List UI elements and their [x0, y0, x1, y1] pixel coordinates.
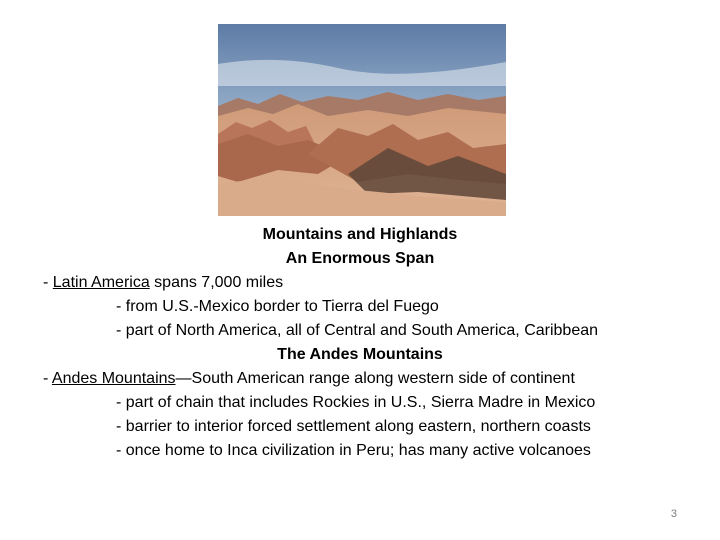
sub-bullet-border-to-fuego: - from U.S.-Mexico border to Tierra del Fuego — [116, 298, 439, 315]
sub-bullet-regions: - part of North America, all of Central and South America, Caribbean — [116, 322, 599, 339]
heading-mountains-and-highlands: Mountains and Highlands — [262, 226, 458, 243]
bullet-dash: - — [43, 370, 52, 387]
desert-landscape-photo — [218, 24, 506, 216]
bullet-text: —South American range along western side of continent — [175, 370, 575, 387]
page-number: 3 — [670, 508, 677, 520]
andes-mountains-link[interactable]: Andes Mountains — [51, 370, 176, 387]
bullet-dash: - — [43, 274, 53, 291]
bullet-text: spans 7,000 miles — [149, 274, 284, 291]
heading-an-enormous-span: An Enormous Span — [285, 250, 435, 267]
desert-landscape-illustration — [218, 24, 506, 216]
latin-america-link[interactable]: Latin America — [52, 274, 150, 291]
heading-the-andes-mountains: The Andes Mountains — [277, 346, 443, 363]
sub-bullet-barrier: - barrier to interior forced settlement along eastern, northern coasts — [116, 418, 591, 435]
bullet-andes-mountains — [43, 367, 575, 391]
bullet-latin-america — [43, 271, 283, 295]
sub-bullet-rockies-chain: - part of chain that includes Rockies in U.S., Sierra Madre in Mexico — [116, 394, 596, 411]
sub-bullet-inca: - once home to Inca civilization in Peru; has many active volcanoes — [116, 442, 591, 459]
